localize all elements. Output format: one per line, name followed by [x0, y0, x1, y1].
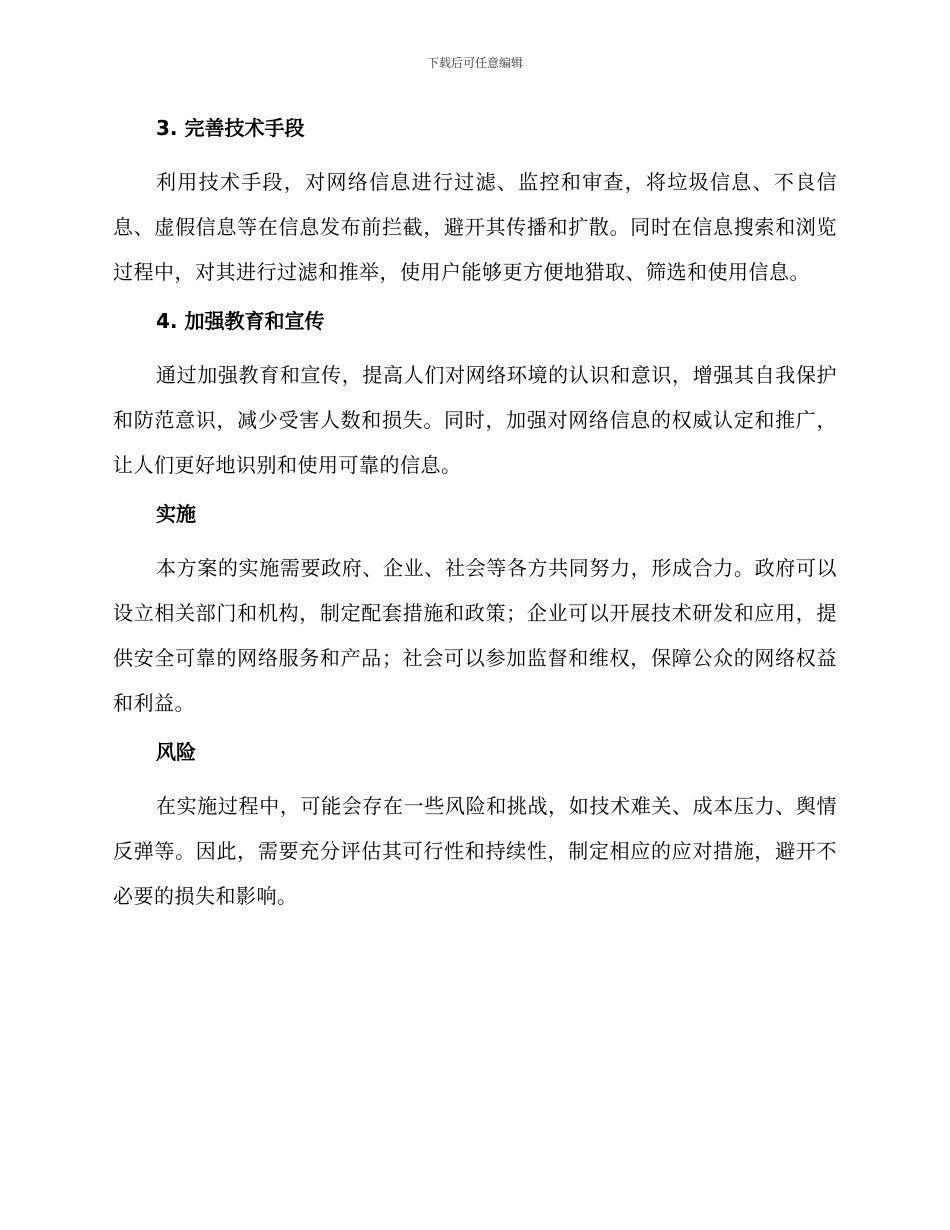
section-risks [113, 736, 837, 919]
document-body [113, 112, 837, 929]
section-heading: 实施 [156, 502, 196, 526]
section-education-publicity [113, 305, 837, 488]
section-heading: 4. 加强教育和宣传 [156, 309, 325, 333]
section-paragraph: 本方案的实施需要政府、企业、社会等各方共同努力，形成合力。政府可以设立相关部门和机构，制定配套措施和政策；企业可以开展技术研发和应用，提供安全可靠的网络服务和产品；社会可以参加监督和维权，保障公众的网络权益和利益。 [113, 556, 837, 715]
section-improve-technology [113, 112, 837, 295]
section-heading: 3. 完善技术手段 [156, 116, 305, 140]
section-paragraph: 利用技术手段，对网络信息进行过滤、监控和审查，将垃圾信息、不良信息、虚假信息等在信息发布前拦截，避开其传播和扩散。同时在信息搜索和浏览过程中，对其进行过滤和推举，使用户能够更方便地猎取、筛选和使用信息。 [113, 170, 837, 284]
page-header-note: 下载后可任意编辑 [426, 56, 523, 70]
section-paragraph: 通过加强教育和宣传，提高人们对网络环境的认识和意识，增强其自我保护和防范意识，减少受害人数和损失。同时，加强对网络信息的权威认定和推广，让人们更好地识别和使用可靠的信息。 [113, 363, 837, 477]
section-paragraph: 在实施过程中，可能会存在一些风险和挑战，如技术难关、成本压力、舆情反弹等。因此，需要充分评估其可行性和持续性，制定相应的应对措施，避开不必要的损失和影响。 [113, 794, 837, 908]
section-heading: 风险 [156, 740, 196, 764]
section-implementation [113, 498, 837, 726]
